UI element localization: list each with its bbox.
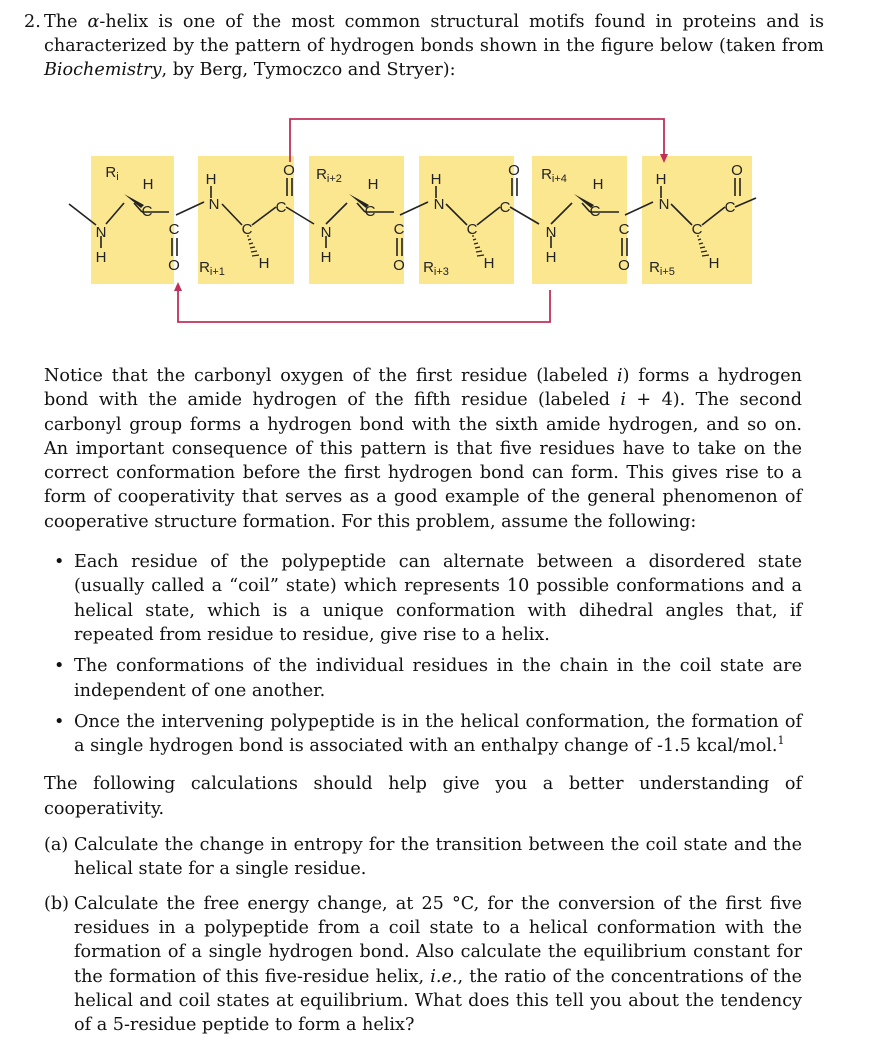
side-chain-r-i: $R_i$	[105, 164, 119, 183]
atom-c: C	[364, 203, 376, 220]
atom-c: C	[499, 199, 511, 216]
atom-c: C	[724, 199, 736, 216]
atom-n: N	[433, 196, 445, 213]
side-chain-r-i2: $R_{i+2}$	[316, 166, 342, 185]
math-var-i: i	[616, 366, 623, 386]
atom-h: H	[655, 171, 667, 188]
list-item: • The conformations of the individual residues in the chain in the coil state are independent of one another.	[54, 656, 802, 701]
atom-o: O	[508, 162, 520, 179]
atom-h: H	[430, 171, 442, 188]
intro-part-a: The	[44, 12, 88, 32]
atom-c: C	[141, 203, 153, 220]
hbond-bottom	[178, 290, 550, 322]
side-chain-r-i4: $R_{i+4}$	[541, 166, 567, 185]
atom-n: N	[545, 224, 557, 241]
notice-paragraph: Notice that the carbonyl oxygen of the first residue (labeled i) forms a hydrogen bond with the amide hydrogen of the fifth residue (labeled i + 4). The second carbonyl group forms a hydrogen bond with the sixth amide hydrogen, and so on. An important consequence of this pattern is that five residues have to take on the correct conformation before the first hydrogen bond can form. This gives rise to a form of cooperativity that serves as a good example of the general phenomenon of cooperative structure formation. For this problem, assume the following:	[44, 366, 802, 532]
question-part-b: (b) Calculate the free energy change, at 25 °C, for the conversion of the first five residues in a polypeptide from a coil state to a helical conformation with the formation of a single hydrogen bond. Also calculate the equilibrium constant for the formation of this five-residue helix, i.e., the ratio of the concentrations of the helical and coil states at equilibrium. What does this tell you about the tendency of a 5-residue peptide to form a helix?	[44, 893, 802, 1036]
list-item: • Once the intervening polypeptide is in the helical conformation, the formation of a single hydrogen bond is associated with an enthalpy change of -1.5 kcal/mol.$^1$	[54, 711, 802, 757]
atom-c: C	[393, 221, 405, 238]
atom-h: H	[592, 176, 604, 193]
lead-sentence: The following calculations should help give you a better understanding of cooperativity.	[44, 774, 802, 819]
atom-h: H	[258, 255, 270, 272]
atom-c: C	[589, 203, 601, 220]
problem-intro-text	[44, 10, 824, 82]
atom-c: C	[168, 221, 180, 238]
atom-o: O	[283, 162, 295, 179]
question-parts	[44, 833, 802, 1037]
atom-h: H	[142, 176, 154, 193]
atom-c: C	[466, 221, 478, 238]
atom-o: O	[168, 257, 180, 274]
atom-h: H	[320, 249, 332, 266]
atom-c: C	[275, 199, 287, 216]
book-title: Biochemistry	[44, 60, 162, 80]
ie-abbrev: i.e.	[430, 966, 458, 987]
side-chain-r-i5: $R_{i+5}$	[649, 259, 675, 278]
atom-n: N	[95, 224, 107, 241]
atom-o: O	[618, 257, 630, 274]
atom-n: N	[320, 224, 332, 241]
atom-c: C	[691, 221, 703, 238]
assumption-list	[44, 550, 802, 758]
atom-h: H	[545, 249, 557, 266]
question-part-a: (a) Calculate the change in entropy for the transition between the coil state and the helical state for a single residue.	[44, 835, 802, 880]
side-chain-r-i3: $R_{i+3}$	[423, 259, 449, 278]
bullet-icon: •	[54, 656, 65, 677]
problem-body	[44, 364, 802, 1047]
atom-n: N	[658, 196, 670, 213]
atom-o: O	[393, 257, 405, 274]
atom-h: H	[708, 255, 720, 272]
part-label: (a)	[44, 835, 69, 856]
problem-intro	[24, 10, 824, 82]
atom-c: C	[618, 221, 630, 238]
part-label: (b)	[44, 893, 69, 914]
alpha-helix-figure	[64, 112, 764, 331]
list-item: • Each residue of the polypeptide can alternate between a disordered state (usually called a “coil” state) which represents 10 possible conformations and a helical state, which is a unique conformation with dihedral angles that, if repeated from residue to residue, give rise to a helix.	[54, 552, 802, 645]
math-var-i: i	[620, 390, 627, 411]
bullet-icon: •	[54, 711, 65, 732]
atom-h: H	[95, 249, 107, 266]
hbond-top	[290, 119, 664, 162]
atom-h: H	[483, 255, 495, 272]
atom-n: N	[208, 196, 220, 213]
atom-h: H	[205, 171, 217, 188]
intro-part-c: , by Berg, Tymoczco and Stryer):	[161, 60, 456, 80]
atom-h: H	[367, 176, 379, 193]
intro-part-b: -helix is one of the most common structural motifs found in proteins and is characterized by the pattern of hydrogen bonds shown in the figure below (taken from	[44, 12, 824, 56]
alpha-helix-diagram	[64, 112, 764, 327]
bullet-icon: •	[54, 552, 65, 573]
atom-c: C	[241, 221, 253, 238]
footnote-mark[interactable]: 1	[777, 734, 785, 748]
side-chain-r-i1: $R_{i+1}$	[199, 259, 225, 278]
alpha-symbol: α	[87, 12, 100, 32]
hbond-bottom-arrow	[174, 282, 182, 291]
atom-o: O	[731, 162, 743, 179]
problem-number: 2.	[24, 12, 41, 32]
